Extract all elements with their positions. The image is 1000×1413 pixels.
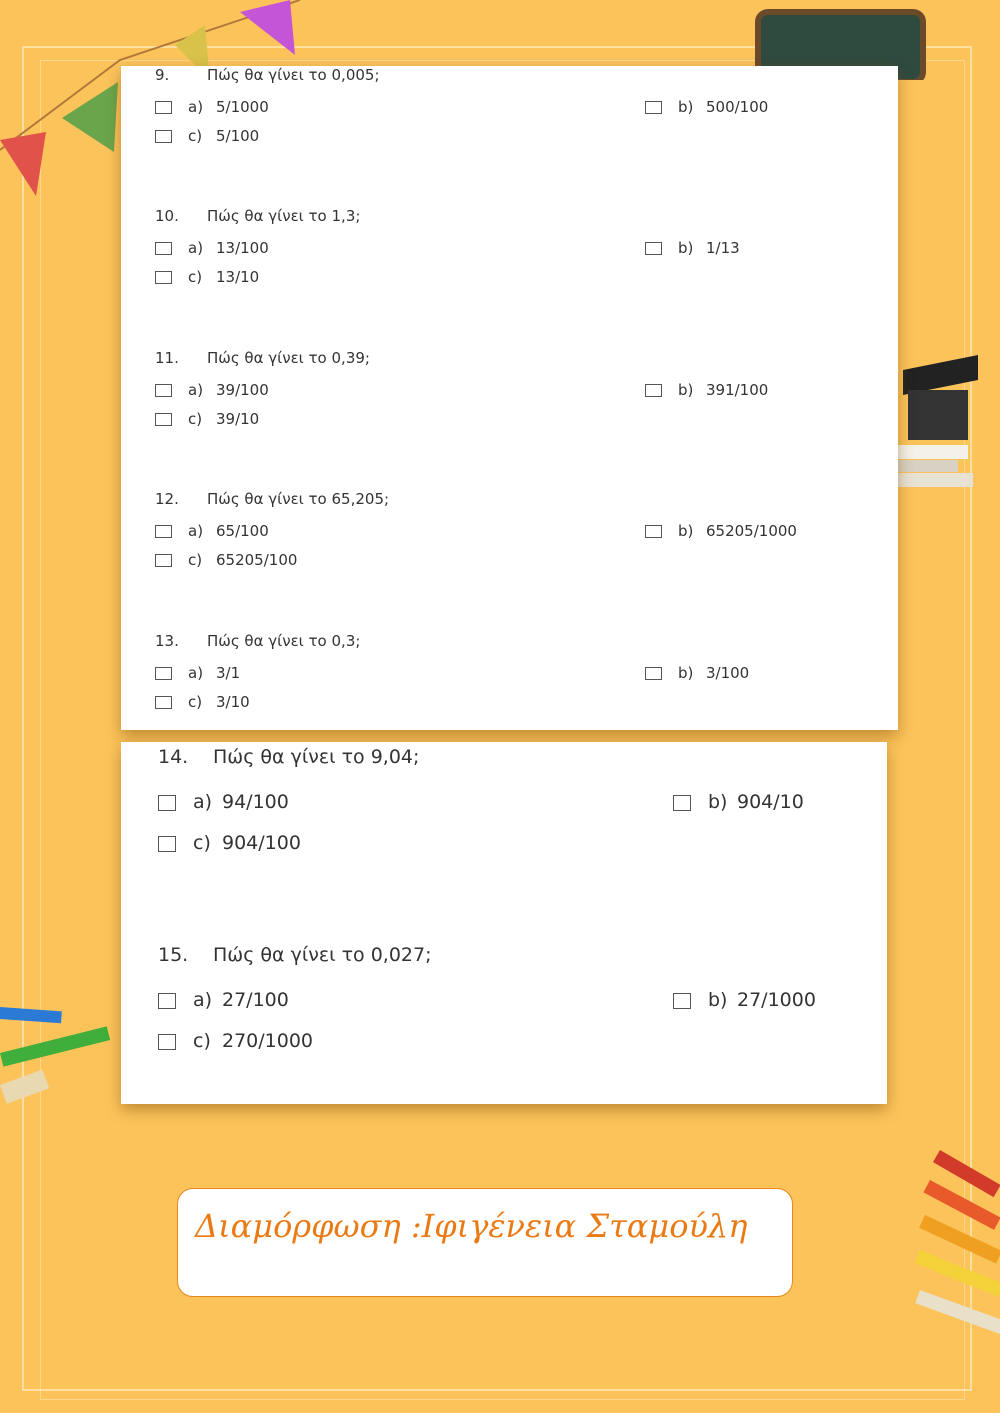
option-b[interactable]: b) 904/10 bbox=[673, 791, 804, 813]
option-a[interactable]: a) 94/100 bbox=[158, 791, 289, 813]
checkbox[interactable] bbox=[155, 554, 172, 567]
checkbox[interactable] bbox=[645, 101, 662, 114]
checkbox[interactable] bbox=[645, 384, 662, 397]
option-c[interactable]: c) 65205/100 bbox=[155, 551, 297, 569]
checkbox[interactable] bbox=[673, 993, 691, 1009]
option-b[interactable]: b) 3/100 bbox=[645, 664, 749, 682]
option-c[interactable]: c) 13/10 bbox=[155, 268, 259, 286]
checkbox[interactable] bbox=[155, 525, 172, 538]
colored-pencils-decoration bbox=[910, 1130, 1000, 1360]
question-number: 14. bbox=[158, 746, 189, 768]
question-number: 12. bbox=[155, 490, 179, 508]
pencils-decoration bbox=[0, 995, 130, 1115]
option-a[interactable]: a) 65/100 bbox=[155, 522, 269, 540]
checkbox[interactable] bbox=[155, 667, 172, 680]
question-text: Πώς θα γίνει το 0,027; bbox=[213, 944, 432, 966]
option-c[interactable]: c) 904/100 bbox=[158, 832, 301, 854]
credit-text: Διαμόρφωση :Ιφιγένεια Σταμούλη bbox=[195, 1207, 748, 1245]
option-c[interactable]: c) 3/10 bbox=[155, 693, 250, 711]
checkbox[interactable] bbox=[155, 130, 172, 143]
option-c[interactable]: c) 270/1000 bbox=[158, 1030, 313, 1052]
option-a[interactable]: a) 27/100 bbox=[158, 989, 289, 1011]
question-number: 10. bbox=[155, 207, 179, 225]
question-number: 9. bbox=[155, 66, 170, 84]
worksheet-card-top bbox=[121, 66, 898, 730]
checkbox[interactable] bbox=[158, 836, 176, 852]
option-c[interactable]: c) 5/100 bbox=[155, 127, 259, 145]
option-a[interactable]: a) 3/1 bbox=[155, 664, 240, 682]
question-number: 13. bbox=[155, 632, 179, 650]
checkbox[interactable] bbox=[158, 795, 176, 811]
checkbox[interactable] bbox=[645, 525, 662, 538]
checkbox[interactable] bbox=[155, 101, 172, 114]
checkbox[interactable] bbox=[155, 696, 172, 709]
question-text: Πώς θα γίνει το 65,205; bbox=[207, 490, 390, 508]
question-text: Πώς θα γίνει το 0,3; bbox=[207, 632, 361, 650]
checkbox[interactable] bbox=[673, 795, 691, 811]
checkbox[interactable] bbox=[645, 242, 662, 255]
checkbox[interactable] bbox=[155, 242, 172, 255]
graduation-cap-decoration bbox=[898, 350, 998, 510]
checkbox[interactable] bbox=[158, 993, 176, 1009]
checkbox[interactable] bbox=[155, 271, 172, 284]
question-number: 11. bbox=[155, 349, 179, 367]
option-a[interactable]: a) 5/1000 bbox=[155, 98, 269, 116]
option-b[interactable]: b) 65205/1000 bbox=[645, 522, 797, 540]
checkbox[interactable] bbox=[645, 667, 662, 680]
option-b[interactable]: b) 27/1000 bbox=[673, 989, 816, 1011]
checkbox[interactable] bbox=[155, 413, 172, 426]
question-number: 15. bbox=[158, 944, 189, 966]
option-a[interactable]: a) 39/100 bbox=[155, 381, 269, 399]
option-c[interactable]: c) 39/10 bbox=[155, 410, 259, 428]
option-a[interactable]: a) 13/100 bbox=[155, 239, 269, 257]
question-text: Πώς θα γίνει το 1,3; bbox=[207, 207, 361, 225]
question-text: Πώς θα γίνει το 0,005; bbox=[207, 66, 380, 84]
worksheet-card-bottom bbox=[121, 742, 887, 1104]
question-text: Πώς θα γίνει το 9,04; bbox=[213, 746, 420, 768]
option-b[interactable]: b) 500/100 bbox=[645, 98, 768, 116]
checkbox[interactable] bbox=[155, 384, 172, 397]
credit-box bbox=[177, 1188, 793, 1297]
checkbox[interactable] bbox=[158, 1034, 176, 1050]
option-b[interactable]: b) 391/100 bbox=[645, 381, 768, 399]
option-b[interactable]: b) 1/13 bbox=[645, 239, 740, 257]
question-text: Πώς θα γίνει το 0,39; bbox=[207, 349, 370, 367]
